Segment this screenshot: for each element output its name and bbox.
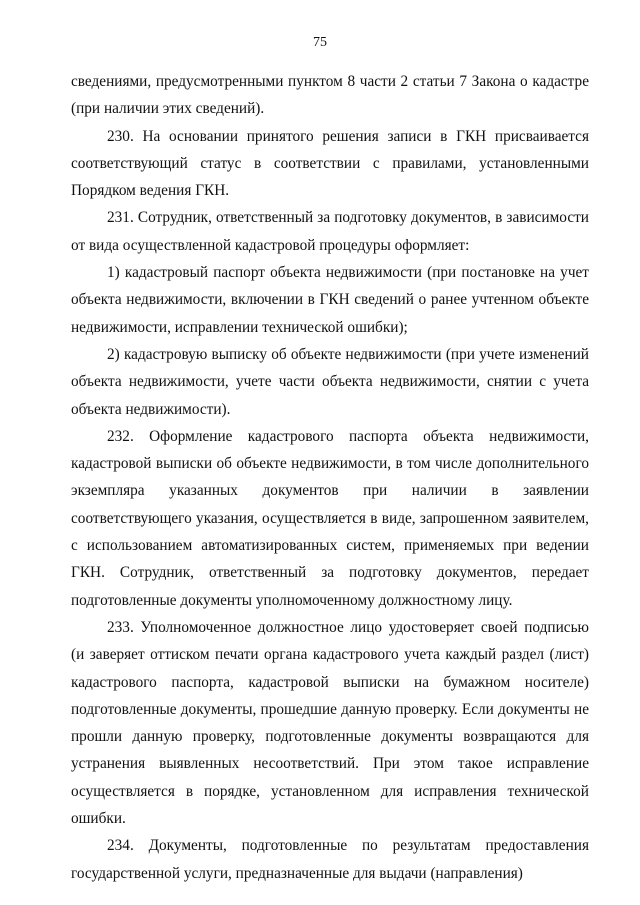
document-body [71,68,589,887]
paragraph: сведениями, предусмотренными пунктом 8 части 2 статьи 7 Закона о кадастре (при наличии этих сведений). [71,73,589,118]
paragraph: 1) кадастровый паспорт объекта недвижимости (при постановке на учет объекта недвижимости, включении в ГКН сведений о ранее учтенном объекте недвижимости, исправлении технической ошибки); [71,264,589,336]
paragraph: 230. На основании принятого решения записи в ГКН присваивается соответствующий статус в соответствии с правилами, установленными Порядком ведения ГКН. [71,127,589,200]
paragraph: 234. Документы, подготовленные по результатам предоставления государственной услуги, предназначенные для выдачи (направления) [71,837,589,882]
paragraph: 231. Сотрудник, ответственный за подготовку документов, в зависимости от вида осуществленной кадастровой процедуры оформляет: [71,209,589,254]
paragraph: 232. Оформление кадастрового паспорта объекта недвижимости, кадастровой выписки об объекте недвижимости, в том числе дополнительного экземпляра указанных документов при наличии в заявлении соответствующего указания, осуществляется в виде, запрошенном заявителем, с использованием автоматизированных систем, применяемых при ведении ГКН. Сотрудник, ответственный за подготовку документов, передает подготовленные документы уполномоченному должностному лицу. [71,427,589,609]
page-number: 75 [313,35,327,50]
paragraph: 233. Уполномоченное должностное лицо удостоверяет своей подписью (и заверяет оттиском печати органа кадастрового учета каждый раздел (лист) кадастрового паспорта, кадастровой выписки на бумажном носителе) подготовленные документы, прошедшие данную проверку. Если документы не прошли данную проверку, подготовленные документы возвращаются для устранения выявленных несоответствий. При этом такое исправление осуществляется в порядке, установленном для исправления технической ошибки. [71,618,589,828]
paragraph: 2) кадастровую выписку об объекте недвижимости (при учете изменений объекта недвижимости, учете части объекта недвижимости, снятии с учета объекта недвижимости). [71,345,589,418]
